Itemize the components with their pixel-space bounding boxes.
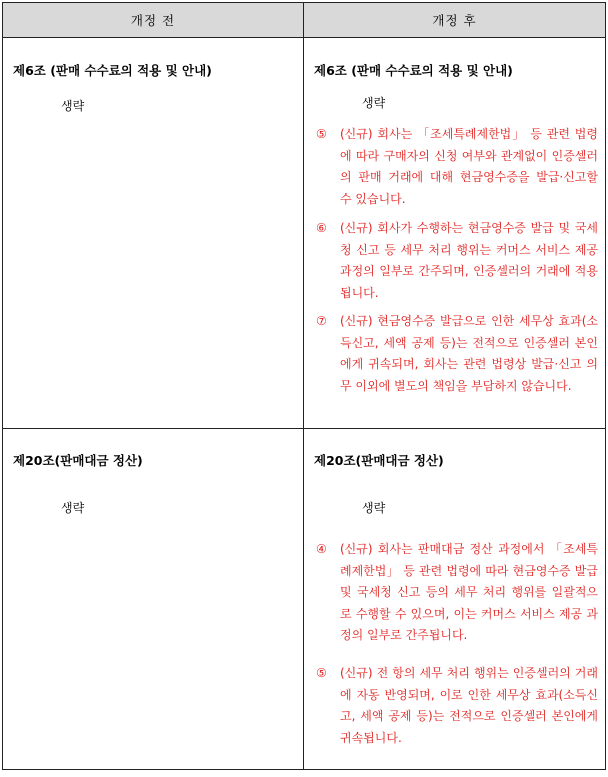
omitted-text: 생략 (362, 501, 386, 515)
clause-item (316, 663, 598, 749)
clause-item (316, 218, 598, 304)
omitted-text: 생략 (61, 99, 85, 113)
clause-item (316, 539, 598, 647)
header-after: 개정 후 (304, 3, 606, 38)
revision-comparison-table (2, 2, 606, 770)
clause-text: (신규) 회사는 판매대금 정산 과정에서 「조세특례제한법」 등 관련 법령에 따라 현금영수증 발급 및 국세청 신고 등의 세무 처리 행위를 일괄적으로 수행할 수 있으며, 이는 커머스 서비스 제공 과정의 일부로 간주됩니다. (340, 542, 598, 642)
after-cell-article6 (304, 38, 606, 429)
article-title: 제6조 (판매 수수료의 적용 및 안내) (314, 63, 513, 78)
article-title: 제20조(판매대금 정산) (314, 453, 444, 468)
table-row (3, 38, 606, 429)
omitted-text: 생략 (362, 96, 386, 110)
table-row (3, 429, 606, 770)
clause-text: (신규) 회사는 「조세특례제한법」 등 관련 법령에 따라 구매자의 신청 여부와 관계없이 인증셀러의 판매 거래에 대해 현금영수증을 발급·신고할 수 있습니다. (340, 127, 598, 206)
omitted-text: 생략 (61, 501, 85, 515)
article-title: 제20조(판매대금 정산) (13, 453, 143, 468)
clause-item (316, 311, 598, 397)
clause-text: (신규) 회사가 수행하는 현금영수증 발급 및 국세청 신고 등 세무 처리 행위는 커머스 서비스 제공 과정의 일부로 간주되며, 인증셀러의 거래에 적용됩니다. (340, 221, 598, 300)
clause-text: (신규) 현금영수증 발급으로 인한 세무상 효과(소득신고, 세액 공제 등)는 전적으로 인증셀러 본인에게 귀속되며, 회사는 관련 법령상 발급·신고 의무 이외에 별도의 책임을 부담하지 않습니다. (340, 314, 598, 393)
after-cell-article20 (304, 429, 606, 770)
clause-text: (신규) 전 항의 세무 처리 행위는 인증셀러의 거래에 자동 반영되며, 이로 인한 세무상 효과(소득신고, 세액 공제 등)는 전적으로 인증셀러 본인에게 귀속됩니다. (340, 666, 598, 745)
before-cell-article20 (3, 429, 304, 770)
before-cell-article6 (3, 38, 304, 429)
article-title: 제6조 (판매 수수료의 적용 및 안내) (13, 63, 212, 78)
header-before: 개정 전 (3, 3, 304, 38)
clause-number: ⑦ (316, 314, 327, 328)
table-header-row (3, 3, 606, 38)
clause-number: ④ (316, 542, 327, 556)
clause-item (316, 124, 598, 210)
clause-number: ⑤ (316, 127, 327, 141)
clause-number: ⑤ (316, 666, 327, 680)
clause-number: ⑥ (316, 221, 327, 235)
